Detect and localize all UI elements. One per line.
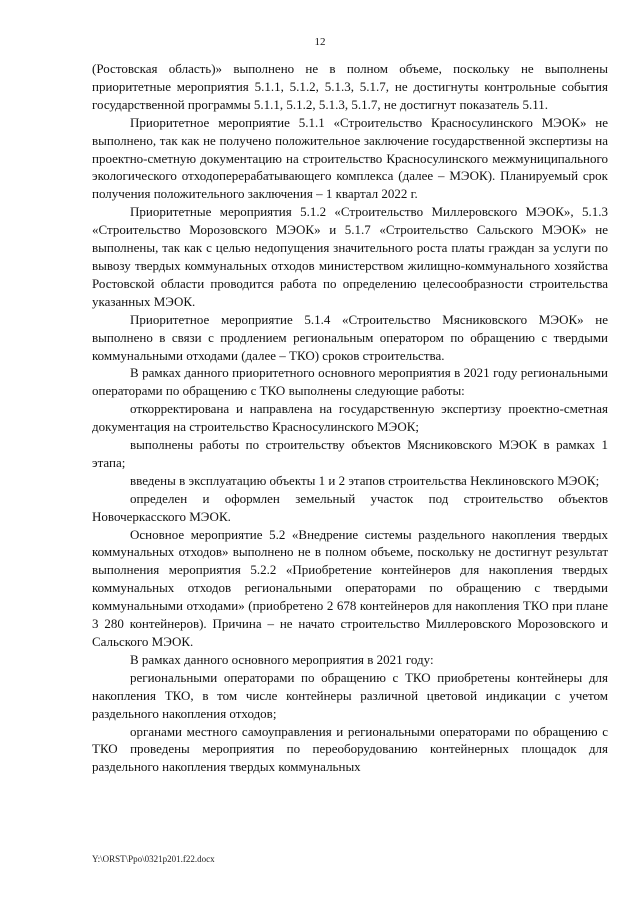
paragraph: В рамках данного приоритетного основного мероприятия в 2021 году региональными операторами по обращению с ТКО выполнены следующие работы:: [92, 365, 608, 399]
paragraph: (Ростовская область)» выполнено не в полном объеме, поскольку не выполнены приоритетные мероприятия 5.1.1, 5.1.2, 5.1.3, 5.1.7, не достигнуты контрольные события государственной программы 5.1.1, 5.1.2, 5.1.3, 5.1.7, не достигнут показатель 5.11.: [92, 61, 608, 112]
page-number: 12: [314, 36, 326, 48]
paragraph: Приоритетное мероприятие 5.1.1 «Строительство Красносулинского МЭОК» не выполнено, так как не получено положительное заключение государственной экспертизы на проектно-сметную документацию на строительство Красносулинского межмуниципального экологического отходоперерабатывающего комплекса (далее – МЭОК). Планируемый срок получения положительного заключения – 1 квартал 2022 г.: [92, 114, 608, 202]
paragraph: Основное мероприятие 5.2 «Внедрение системы раздельного накопления твердых коммунальных отходов» выполнено не в полном объеме, поскольку не достигнут результат выполнения мероприятия 5.2.2 «Приобретение контейнеров для накопления твердых коммунальных отходов региональными операторами по обращению с твердыми коммунальными отходами» (приобретено 2 678 контейнеров для накопления ТКО при плане 3 280 контейнеров). Причина – не начато строительство Миллеровского Морозовского и Сальского МЭОК.: [92, 526, 608, 649]
list-item: органами местного самоуправления и региональными операторами по обращению с ТКО проведены мероприятия по переоборудованию контейнерных площадок для раздельного накопления твердых коммунальных: [92, 723, 608, 775]
list-item: введены в эксплуатацию объекты 1 и 2 этапов строительства Неклиновского МЭОК;: [130, 472, 600, 488]
list-item: региональными операторами по обращению с ТКО приобретены контейнеры для накопления ТКО, в том числе контейнеры различной цветовой индикации с учетом раздельного накопления отходов;: [92, 669, 608, 721]
paragraph: Приоритетные мероприятия 5.1.2 «Строительство Миллеровского МЭОК», 5.1.3 «Строительство Морозовского МЭОК» и 5.1.7 «Строительство Сальского МЭОК» не выполнены, так как с целью недопущения значительного роста платы граждан за услуги по вывозу твердых коммунальных отходов министерством жилищно-коммунального хозяйства Ростовской области проводится работа по определению целесообразности строительства указанных МЭОК.: [92, 204, 608, 309]
footer-file-path: Y:\ORST\Ppo\0321p201.f22.docx: [92, 854, 215, 864]
paragraph: Приоритетное мероприятие 5.1.4 «Строительство Мясниковского МЭОК» не выполнено в связи с продлением региональным оператором по обращению с твердыми коммунальными отходами (далее – ТКО) сроков строительства.: [92, 311, 608, 363]
paragraph: В рамках данного основного мероприятия в 2021 году:: [130, 651, 434, 667]
list-item: определен и оформлен земельный участок под строительство объектов Новочеркасского МЭОК.: [92, 490, 608, 524]
list-item: выполнены работы по строительству объектов Мясниковского МЭОК в рамках 1 этапа;: [92, 437, 608, 470]
document-body: [92, 60, 608, 776]
list-item: откорректирована и направлена на государственную экспертизу проектно-сметная документация на строительство Красносулинского МЭОК;: [92, 401, 608, 435]
